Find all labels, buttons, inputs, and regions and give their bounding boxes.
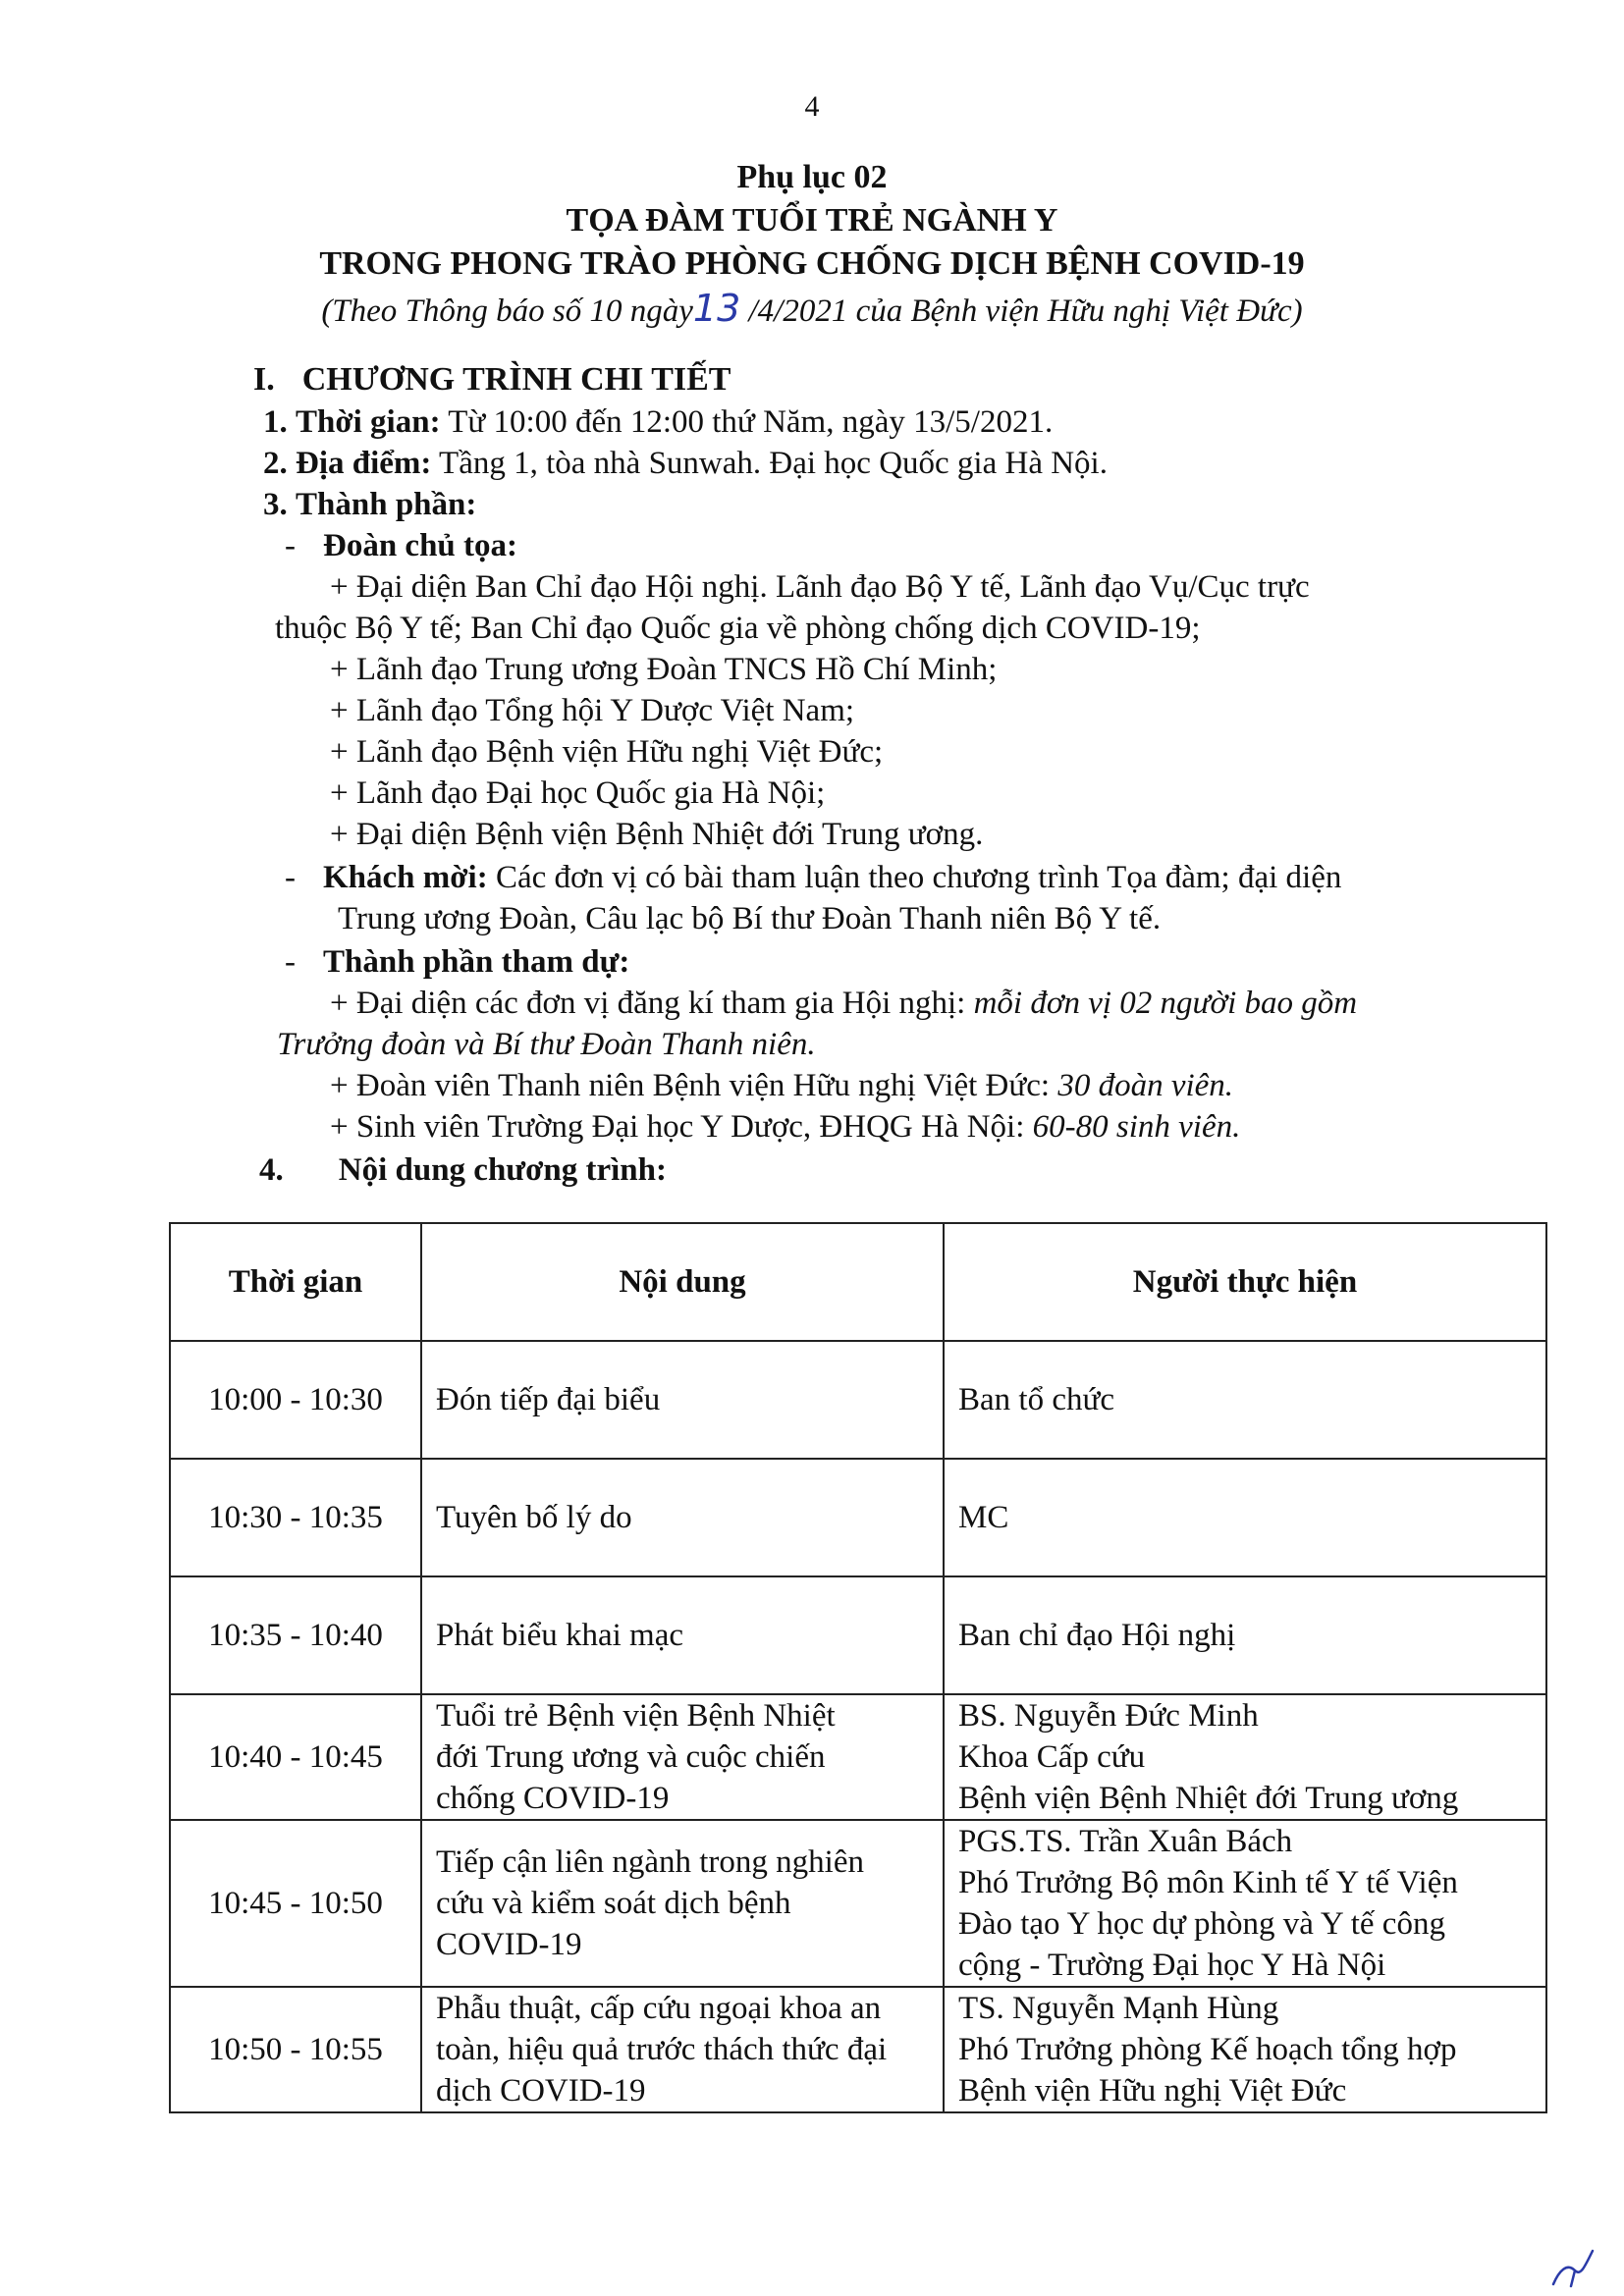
row-content: Đón tiếp đại biểu <box>421 1341 944 1459</box>
row-content: Tuyên bố lý do <box>421 1459 944 1576</box>
table-header-row <box>170 1223 1546 1341</box>
appendix-title: Phụ lục 02 <box>736 159 888 195</box>
row-content: Phát biểu khai mạc <box>421 1576 944 1694</box>
chair-item: + Lãnh đạo Tổng hội Y Dược Việt Nam; <box>330 693 855 728</box>
program-content-heading: 4. Nội dung chương trình: <box>259 1152 667 1188</box>
document-title-line1: TỌA ĐÀM TUỔI TRẺ NGÀNH Y <box>566 202 1058 239</box>
guests-line: - Khách mời: Các đơn vị có bài tham luận theo chương trình Tọa đàm; đại diện <box>285 860 1342 895</box>
reference-subtitle: (Theo Thông báo số 10 ngày13 /4/2021 của Bệnh viện Hữu nghị Việt Đức) <box>321 287 1303 330</box>
row-content: Tuổi trẻ Bệnh viện Bệnh Nhiệt đới Trung ương và cuộc chiến chống COVID-19 <box>421 1694 944 1820</box>
section-heading: I. CHƯƠNG TRÌNH CHI TIẾT <box>253 361 731 398</box>
time-line: 1. Thời gian: Từ 10:00 đến 12:00 thứ Năm, ngày 13/5/2021. <box>263 404 1054 440</box>
table-row <box>170 1576 1546 1694</box>
row-time: 10:35 - 10:40 <box>170 1576 421 1694</box>
chair-heading: - Đoàn chủ tọa: <box>285 528 518 563</box>
attendee-item: + Đại diện các đơn vị đăng kí tham gia Hội nghị: mỗi đơn vị 02 người bao gồm <box>330 986 1358 1021</box>
row-time: 10:45 - 10:50 <box>170 1820 421 1987</box>
header-time: Thời gian <box>170 1223 421 1341</box>
chair-item-continuation: thuộc Bộ Y tế; Ban Chỉ đạo Quốc gia về phòng chống dịch COVID-19; <box>275 611 1201 646</box>
chair-item: + Lãnh đạo Trung ương Đoàn TNCS Hồ Chí Minh; <box>330 652 998 687</box>
signature-mark <box>1545 2241 1604 2290</box>
row-time: 10:50 - 10:55 <box>170 1987 421 2112</box>
attendees-heading: - Thành phần tham dự: <box>285 944 630 980</box>
header-content: Nội dung <box>421 1223 944 1341</box>
guests-line-continuation: Trung ương Đoàn, Câu lạc bộ Bí thư Đoàn Thanh niên Bộ Y tế. <box>338 901 1162 936</box>
table-row <box>170 1694 1546 1820</box>
row-presenter: Ban tổ chức <box>944 1341 1546 1459</box>
table-row <box>170 1987 1546 2112</box>
row-presenter: Ban chỉ đạo Hội nghị <box>944 1576 1546 1694</box>
handwritten-day: 13 <box>692 287 741 330</box>
table-row <box>170 1341 1546 1459</box>
row-content: Phẫu thuật, cấp cứu ngoại khoa an toàn, hiệu quả trước thách thức đại dịch COVID-19 <box>421 1987 944 2112</box>
header-presenter: Người thực hiện <box>944 1223 1546 1341</box>
row-presenter: TS. Nguyễn Mạnh Hùng Phó Trưởng phòng Kế hoạch tổng hợp Bệnh viện Hữu nghị Việt Đức <box>944 1987 1546 2112</box>
row-presenter: PGS.TS. Trần Xuân Bách Phó Trưởng Bộ môn Kinh tế Y tế Viện Đào tạo Y học dự phòng và Y tế công cộng - Trường Đại học Y Hà Nội <box>944 1820 1546 1987</box>
place-line: 2. Địa điểm: Tầng 1, tòa nhà Sunwah. Đại học Quốc gia Hà Nội. <box>263 446 1108 481</box>
chair-item: + Đại diện Ban Chỉ đạo Hội nghị. Lãnh đạo Bộ Y tế, Lãnh đạo Vụ/Cục trực <box>330 569 1310 605</box>
row-presenter: BS. Nguyễn Đức Minh Khoa Cấp cứu Bệnh viện Bệnh Nhiệt đới Trung ương <box>944 1694 1546 1820</box>
table-row <box>170 1459 1546 1576</box>
chair-item: + Lãnh đạo Bệnh viện Hữu nghị Việt Đức; <box>330 734 884 770</box>
row-presenter: MC <box>944 1459 1546 1576</box>
attendee-item-continuation: Trưởng đoàn và Bí thư Đoàn Thanh niên. <box>277 1027 816 1062</box>
row-content: Tiếp cận liên ngành trong nghiên cứu và kiểm soát dịch bệnh COVID-19 <box>421 1820 944 1987</box>
page-number: 4 <box>804 90 820 123</box>
composition-line: 3. Thành phần: <box>263 487 477 522</box>
row-time: 10:00 - 10:30 <box>170 1341 421 1459</box>
chair-item: + Đại diện Bệnh viện Bệnh Nhiệt đới Trung ương. <box>330 817 984 852</box>
row-time: 10:30 - 10:35 <box>170 1459 421 1576</box>
schedule-table <box>169 1222 1547 2113</box>
chair-item: + Lãnh đạo Đại học Quốc gia Hà Nội; <box>330 775 826 811</box>
attendee-item: + Đoàn viên Thanh niên Bệnh viện Hữu nghị Việt Đức: 30 đoàn viên. <box>330 1068 1234 1103</box>
document-title-line2: TRONG PHONG TRÀO PHÒNG CHỐNG DỊCH BỆNH COVID-19 <box>319 245 1305 282</box>
row-time: 10:40 - 10:45 <box>170 1694 421 1820</box>
table-row <box>170 1820 1546 1987</box>
attendee-item: + Sinh viên Trường Đại học Y Dược, ĐHQG Hà Nội: 60-80 sinh viên. <box>330 1109 1241 1145</box>
